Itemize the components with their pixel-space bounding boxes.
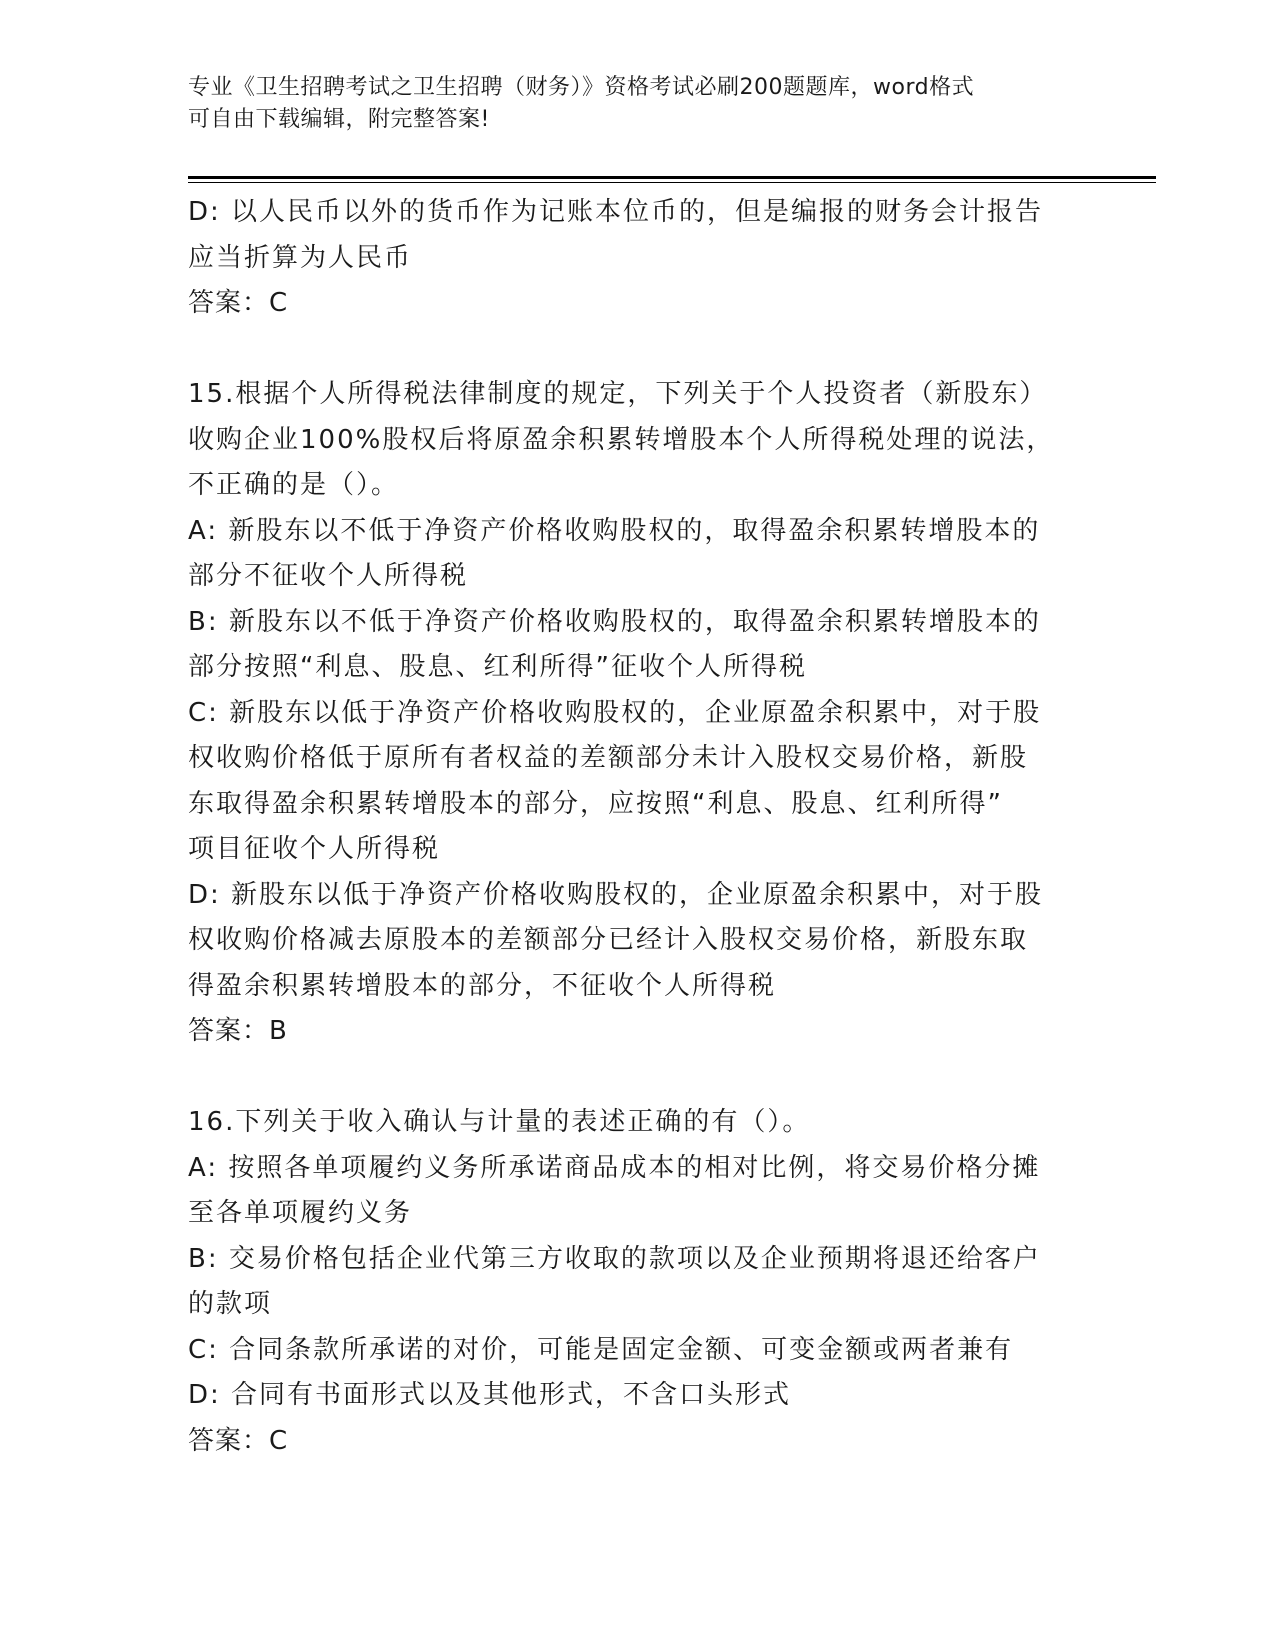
option-line: 部分不征收个人所得税 (188, 561, 469, 591)
option-line: A: 按照各单项履约义务所承诺商品成本的相对比例，将交易价格分摊 (188, 1152, 1041, 1183)
stem-line: 不正确的是（）。 (188, 470, 400, 500)
option-line: B: 新股东以不低于净资产价格收购股权的，取得盈余积累转增股本的 (188, 606, 1041, 637)
page-header (188, 72, 1068, 136)
stem-line: 收购企业100%股权后将原盈余积累转增股本个人所得税处理的说法， (188, 424, 1055, 455)
question-16-option-a (188, 1146, 1088, 1237)
question-15 (188, 372, 1088, 1055)
question-15-answer: 答案：B (188, 1016, 288, 1046)
header-divider-thick (188, 176, 1156, 179)
stem-line: 15.根据个人所得税法律制度的规定，下列关于个人投资者（新股东） (188, 379, 1048, 409)
option-line: B: 交易价格包括企业代第三方收取的款项以及企业预期将退还给客户 (188, 1243, 1041, 1274)
question-16-option-c (188, 1328, 1088, 1374)
option-line: 至各单项履约义务 (188, 1198, 413, 1228)
prev-question-option-d (188, 190, 1088, 281)
option-line: D: 合同有书面形式以及其他形式，不含口头形式 (188, 1380, 792, 1410)
question-15-option-b (188, 600, 1088, 691)
option-line: 应当折算为人民币 (188, 242, 413, 273)
question-16-answer: 答案：C (188, 1425, 289, 1456)
question-content (188, 190, 1088, 1464)
question-16 (188, 1100, 1088, 1464)
option-line: 权收购价格减去原股本的差额部分已经计入股权交易价格，新股东取 (188, 925, 1029, 955)
question-15-option-c (188, 691, 1088, 873)
option-line: 东取得盈余积累转增股本的部分，应按照“利息、股息、红利所得” (188, 788, 1003, 819)
header-divider-thin (188, 182, 1156, 183)
question-15-stem (188, 372, 1088, 509)
stem-line: 16.下列关于收入确认与计量的表述正确的有（）。 (188, 1107, 811, 1137)
option-line: C: 新股东以低于净资产价格收购股权的，企业原盈余积累中，对于股 (188, 697, 1042, 728)
option-line: 得盈余积累转增股本的部分，不征收个人所得税 (188, 970, 777, 1001)
header-title-line-1: 专业《卫生招聘考试之卫生招聘（财务）》资格考试必刷200题题库，word格式 (188, 75, 975, 100)
option-line: A: 新股东以不低于净资产价格收购股权的，取得盈余积累转增股本的 (188, 515, 1041, 546)
spacer (188, 327, 1088, 373)
question-16-option-d (188, 1373, 1088, 1419)
option-line: 部分按照“利息、股息、红利所得”征收个人所得税 (188, 652, 807, 682)
question-16-option-b (188, 1237, 1088, 1328)
option-line: C: 合同条款所承诺的对价，可能是固定金额、可变金额或两者兼有 (188, 1334, 1014, 1365)
option-line: D: 以人民币以外的货币作为记账本位币的，但是编报的财务会计报告 (188, 197, 1044, 227)
question-16-stem (188, 1100, 1088, 1146)
option-line: D: 新股东以低于净资产价格收购股权的，企业原盈余积累中，对于股 (188, 879, 1044, 910)
option-line: 项目征收个人所得税 (188, 834, 441, 864)
header-title-line-2: 可自由下载编辑，附完整答案! (188, 107, 490, 132)
prev-question-answer: 答案：C (188, 288, 289, 318)
question-15-option-a (188, 509, 1088, 600)
option-line: 权收购价格低于原所有者权益的差额部分未计入股权交易价格，新股 (188, 743, 1029, 773)
spacer (188, 1055, 1088, 1101)
option-line: 的款项 (188, 1289, 273, 1319)
question-15-option-d (188, 873, 1088, 1010)
